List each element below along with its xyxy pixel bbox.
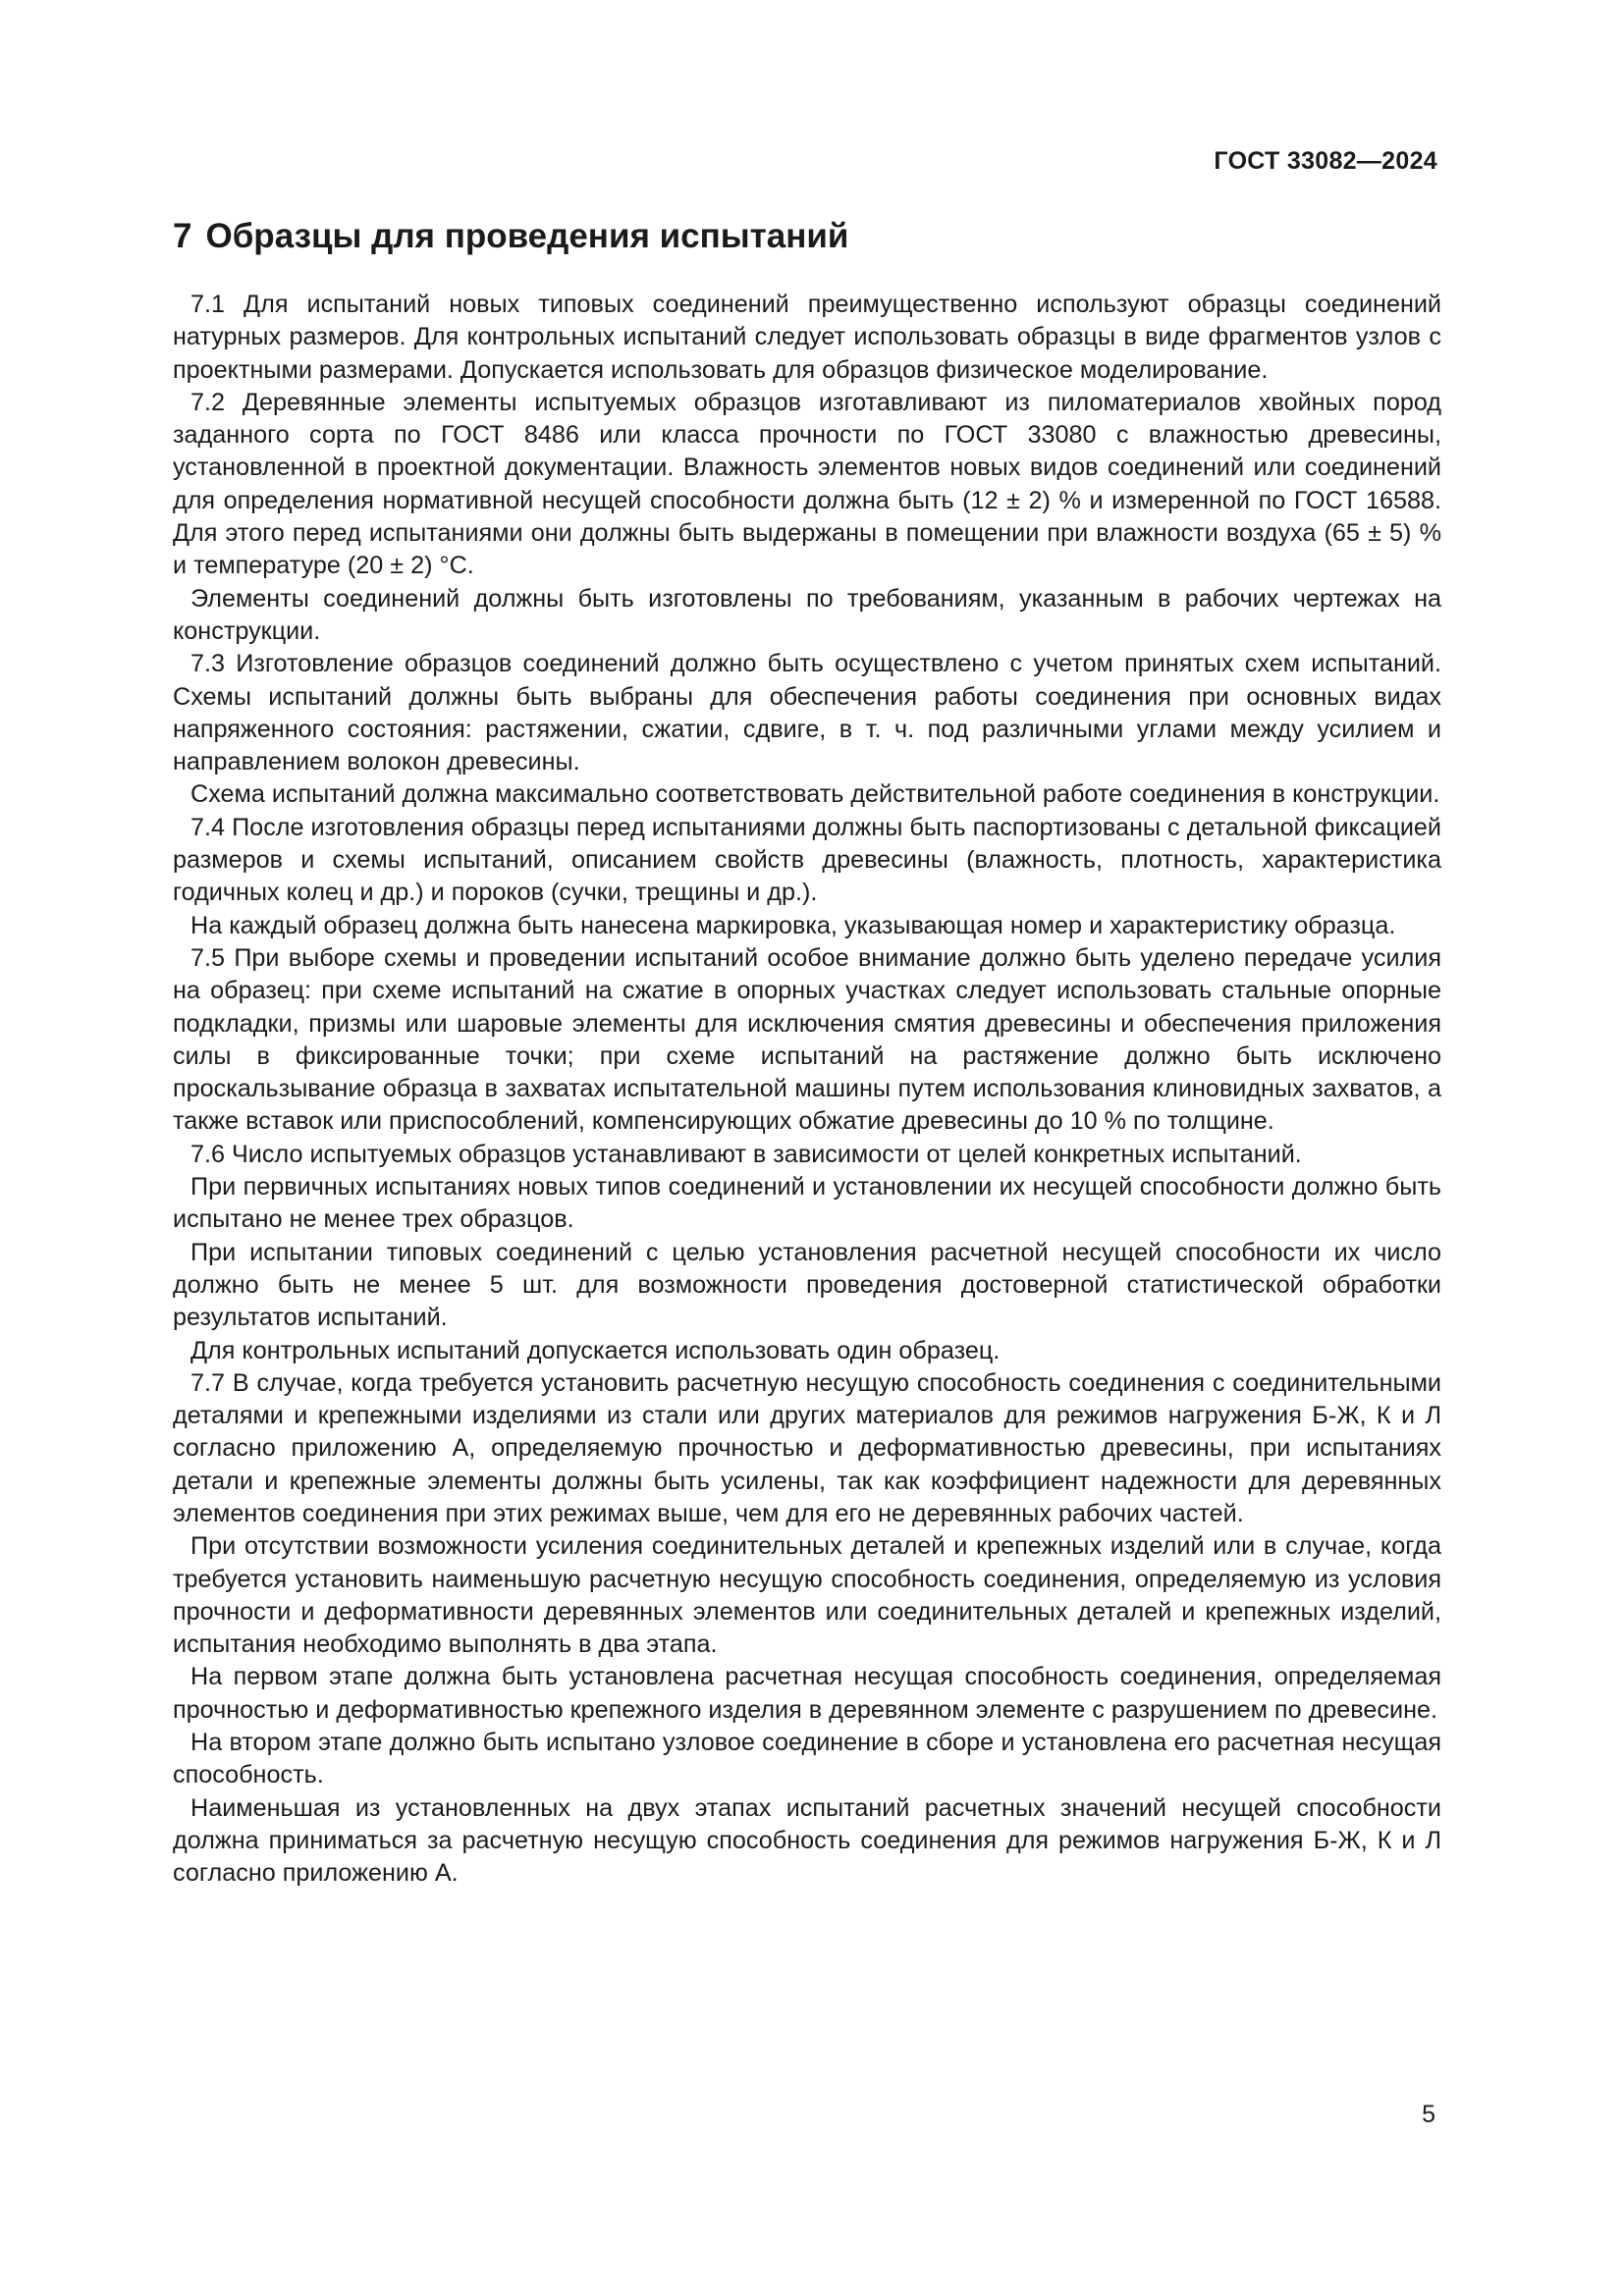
- paragraph: На каждый образец должна быть нанесена маркировка, указывающая номер и характеристику образца.: [190, 911, 1396, 939]
- section-number: 7: [173, 217, 192, 255]
- paragraph-7-5: 7.5 При выборе схемы и проведении испытаний особое внимание должно быть уделено передаче усилия на образец: при схеме испытаний на сжатие в опорных участках следует использовать стальные опорные подкладки, призмы или шаровые элементы для исключения смятия древесины и обеспечения приложения силы в фиксированные точки; при схеме испытаний на растяжение должно быть исключено проскальзывание образца в захватах испытательной машины путем использования клиновидных захватов, а также вставок или приспособлений, компенсирующих обжатие древесины до 10 % по толщине.: [173, 943, 1441, 1136]
- paragraph: При отсутствии возможности усиления соединительных деталей и крепежных изделий или в случае, когда требуется установить наименьшую расчетную несущую способность соединения, определяемую из условия прочности и деформативности деревянных элементов или соединительных деталей и крепежных изделий, испытания необходимо выполнять в два этапа.: [173, 1532, 1441, 1659]
- document-code: ГОСТ 33082—2024: [1214, 147, 1437, 175]
- page-number: 5: [1422, 2101, 1435, 2128]
- section-heading: [173, 216, 1441, 257]
- paragraph-7-7: 7.7 В случае, когда требуется установить расчетную несущую способность соединения с соединительными деталями и крепежными изделиями из стали или других материалов для режимов нагружения Б-Ж, К и Л согласно приложению А, определяемую прочностью и деформативностью древесины, при испытаниях детали и крепежные элементы должны быть усилены, так как коэффициент надежности для деревянных элементов соединения при этих режимах выше, чем для его не деревянных рабочих частей.: [173, 1368, 1441, 1527]
- paragraph: Для контрольных испытаний допускается использовать один образец.: [190, 1336, 1001, 1364]
- paragraph: Элементы соединений должны быть изготовлены по требованиям, указанным в рабочих чертежах на конструкции.: [173, 584, 1441, 645]
- paragraph-7-3: 7.3 Изготовление образцов соединений должно быть осуществлено с учетом принятых схем испытаний. Схемы испытаний должны быть выбраны для обеспечения работы соединения при основных видах напряженного состояния: растяжении, сжатии, сдвиге, в т. ч. под различными углами между усилием и направлением волокон древесины.: [173, 650, 1441, 776]
- paragraph: На первом этапе должна быть установлена расчетная несущая способность соединения, определяемая прочностью и деформативностью крепежного изделия в деревянном элементе с разрушением по древесине.: [173, 1663, 1441, 1724]
- paragraph-7-1: 7.1 Для испытаний новых типовых соединений преимущественно используют образцы соединений натурных размеров. Для контрольных испытаний следует использовать образцы в виде фрагментов узлов с проектными размерами. Допускается использовать для образцов физическое моделирование.: [173, 291, 1441, 384]
- paragraph-7-6: 7.6 Число испытуемых образцов устанавливают в зависимости от целей конкретных испытаний.: [190, 1140, 1302, 1168]
- paragraph-7-2: 7.2 Деревянные элементы испытуемых образцов изготавливают из пиломатериалов хвойных пород заданного сорта по ГОСТ 8486 или класса прочности по ГОСТ 33080 с влажностью древесины, установленной в проектной документации. Влажность элементов новых видов соединений или соединений для определения нормативной несущей способности должна быть (12 ± 2) % и измеренной по ГОСТ 16588. Для этого перед испытаниями они должны быть выдержаны в помещении при влажности воздуха (65 ± 5) % и температуре (20 ± 2) °С.: [173, 388, 1441, 580]
- paragraph: При первичных испытаниях новых типов соединений и установлении их несущей способности должно быть испытано не менее трех образцов.: [173, 1173, 1441, 1234]
- paragraph: Наименьшая из установленных на двух этапах испытаний расчетных значений несущей способности должна приниматься за расчетную несущую способность соединения для режимов нагружения Б-Ж, К и Л согласно приложению А.: [173, 1793, 1441, 1888]
- paragraph-7-4: 7.4 После изготовления образцы перед испытаниями должны быть паспортизованы с детальной фиксацией размеров и схемы испытаний, описанием свойств древесины (влажность, плотность, характеристика годичных колец и др.) и пороков (сучки, трещины и др.).: [173, 813, 1441, 907]
- paragraph: При испытании типовых соединений с целью установления расчетной несущей способности их число должно быть не менее 5 шт. для возможности проведения достоверной статистической обработки результатов испытаний.: [173, 1238, 1441, 1332]
- paragraph: Схема испытаний должна максимально соответствовать действительной работе соединения в конструкции.: [190, 780, 1440, 809]
- section-title: Образцы для проведения испытаний: [205, 217, 849, 255]
- paragraph: На втором этапе должно быть испытано узловое соединение в сборе и установлена его расчетная несущая способность.: [173, 1729, 1441, 1789]
- document-body: [173, 216, 1441, 1891]
